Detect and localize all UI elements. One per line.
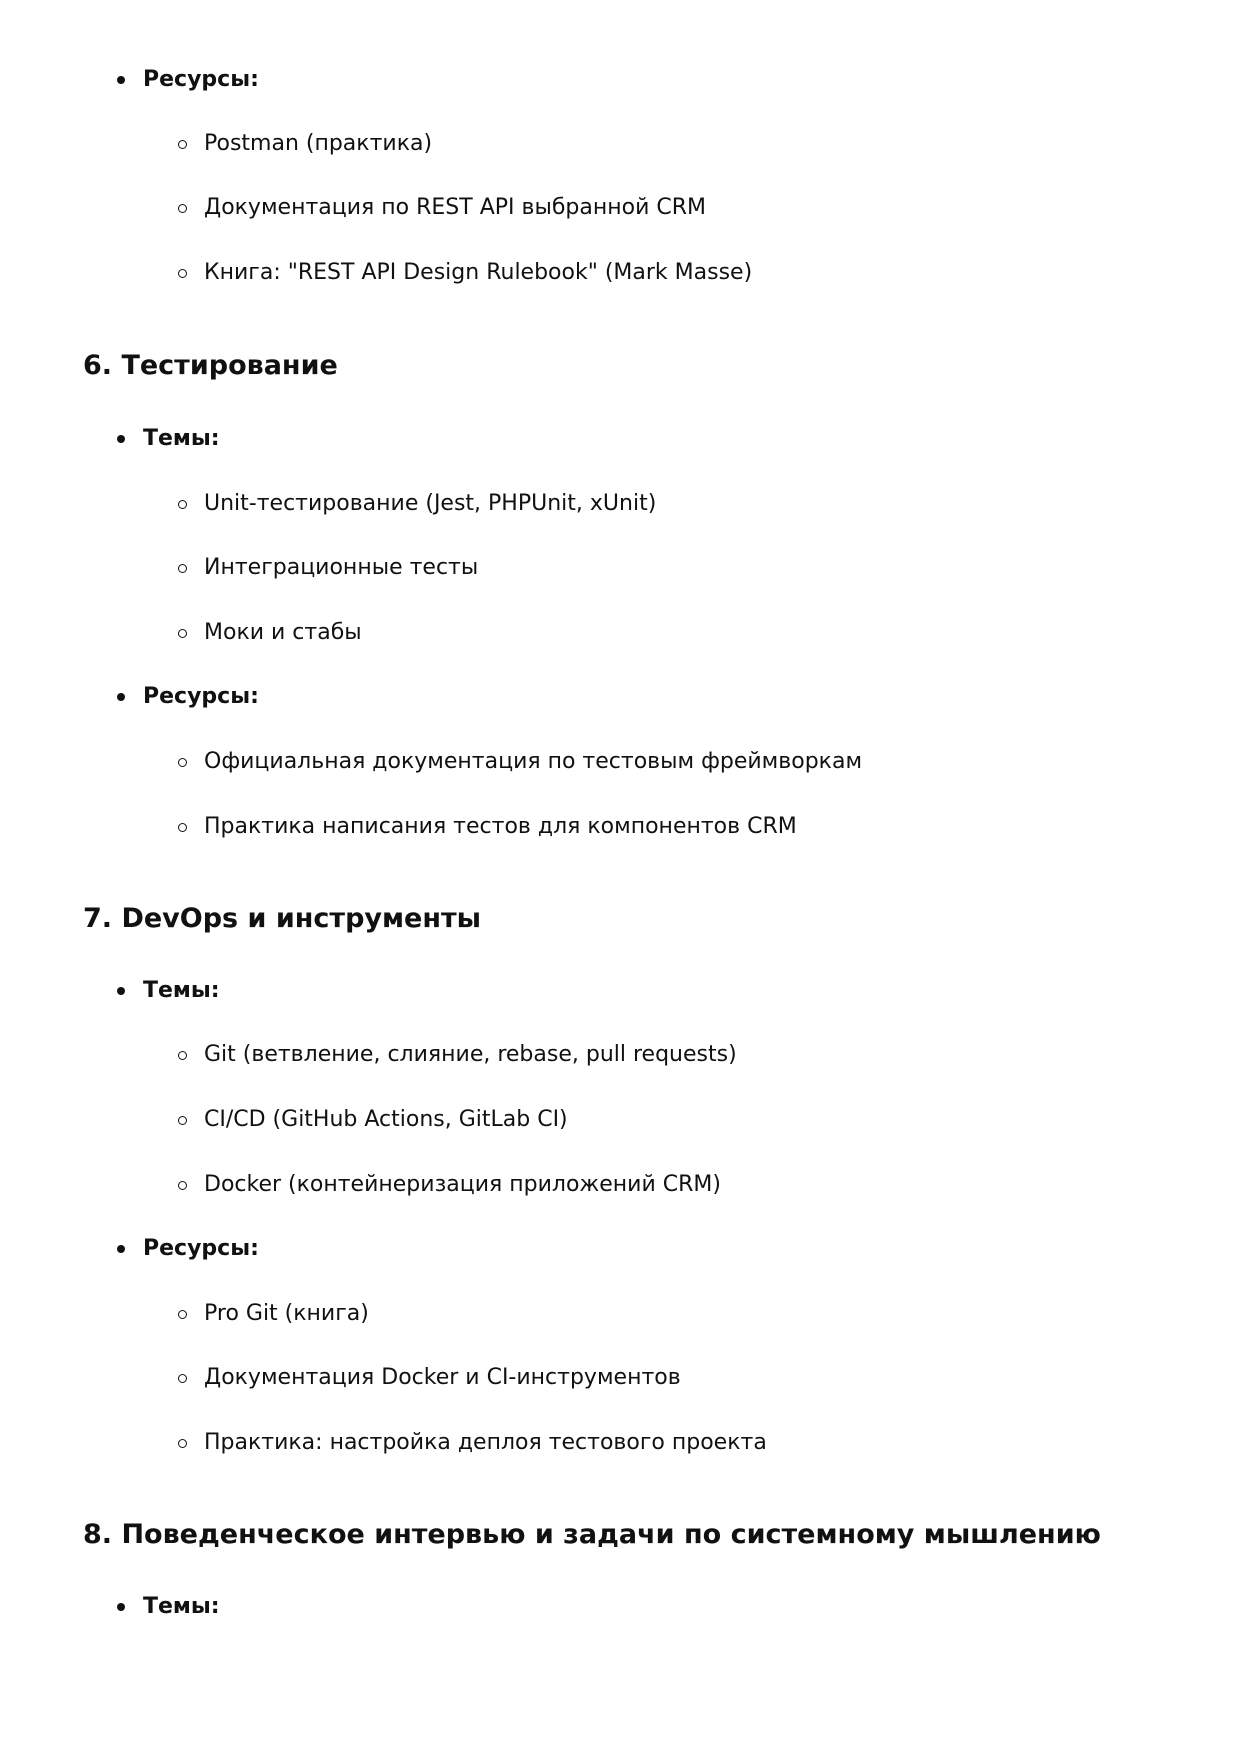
bullet-disc-icon — [117, 1245, 125, 1253]
bullet-disc-icon — [117, 76, 125, 84]
bullet-circle-icon — [178, 758, 187, 767]
bullet-circle-icon — [178, 269, 187, 278]
bullet-circle-icon — [178, 140, 187, 149]
list-item — [178, 746, 862, 778]
list-item — [178, 1104, 568, 1136]
list-item — [178, 257, 752, 289]
bullet-circle-icon — [178, 564, 187, 573]
bullet-circle-icon — [178, 500, 187, 509]
list-item-text: Интеграционные тесты — [204, 555, 479, 580]
bullet-disc-icon — [117, 435, 125, 443]
bullet-disc-icon — [117, 1603, 125, 1611]
bullet-circle-icon — [178, 1374, 187, 1383]
list-item-text: CI/CD (GitHub Actions, GitLab CI) — [204, 1107, 568, 1132]
list-item — [178, 1298, 369, 1330]
list-item — [178, 617, 362, 649]
section-heading: 8. Поведенческое интервью и задачи по системному мышлению — [83, 1519, 1101, 1550]
list-item-text: Официальная документация по тестовым фреймворкам — [204, 749, 863, 774]
list-item-text: Pro Git (книга) — [204, 1301, 369, 1326]
resources-label-item — [117, 64, 259, 96]
resources-label-item — [117, 681, 259, 713]
bullet-circle-icon — [178, 1116, 187, 1125]
resources-label: Ресурсы: — [143, 67, 259, 92]
bullet-disc-icon — [117, 693, 125, 701]
list-item — [178, 811, 797, 843]
list-item — [178, 1427, 767, 1459]
list-item — [178, 128, 432, 160]
resources-label: Ресурсы: — [143, 684, 259, 709]
list-item — [178, 1169, 721, 1201]
topics-label: Темы: — [143, 426, 220, 451]
list-item-text: Документация по REST API выбранной CRM — [204, 195, 706, 220]
list-item-text: Postman (практика) — [204, 131, 433, 156]
list-item-text: Практика: настройка деплоя тестового проекта — [204, 1430, 767, 1455]
topics-label-item — [117, 423, 220, 455]
list-item-text: Git (ветвление, слияние, rebase, pull requests) — [204, 1042, 737, 1067]
bullet-circle-icon — [178, 1310, 187, 1319]
bullet-circle-icon — [178, 629, 187, 638]
bullet-circle-icon — [178, 1439, 187, 1448]
list-item-text: Книга: "REST API Design Rulebook" (Mark Masse) — [204, 260, 753, 285]
bullet-circle-icon — [178, 204, 187, 213]
resources-label: Ресурсы: — [143, 1236, 259, 1261]
list-item-text: Документация Docker и CI-инструментов — [204, 1365, 681, 1390]
section-heading: 7. DevOps и инструменты — [83, 903, 482, 934]
bullet-circle-icon — [178, 823, 187, 832]
bullet-circle-icon — [178, 1051, 187, 1060]
topics-label: Темы: — [143, 1594, 220, 1619]
list-item-text: Практика написания тестов для компонентов CRM — [204, 814, 797, 839]
section-heading: 6. Тестирование — [83, 350, 338, 381]
list-item — [178, 552, 478, 584]
bullet-circle-icon — [178, 1181, 187, 1190]
topics-label-item — [117, 975, 220, 1007]
list-item-text: Unit-тестирование (Jest, PHPUnit, xUnit) — [204, 491, 657, 516]
list-item-text: Моки и стабы — [204, 620, 362, 645]
list-item — [178, 1362, 681, 1394]
bullet-disc-icon — [117, 987, 125, 995]
resources-label-item — [117, 1233, 259, 1265]
list-item — [178, 192, 706, 224]
topics-label-item — [117, 1591, 220, 1623]
list-item-text: Docker (контейнеризация приложений CRM) — [204, 1172, 721, 1197]
topics-label: Темы: — [143, 978, 220, 1003]
list-item — [178, 488, 656, 520]
list-item — [178, 1039, 737, 1071]
